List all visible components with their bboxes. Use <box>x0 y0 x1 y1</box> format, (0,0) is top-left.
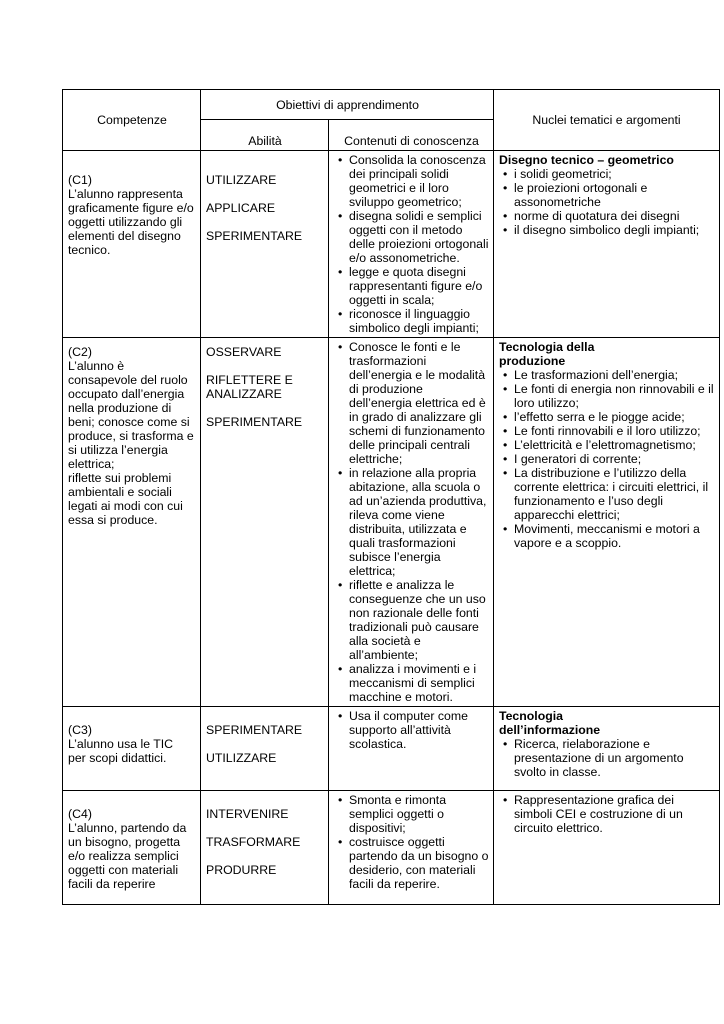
abilita-item: OSSERVARE <box>206 345 282 359</box>
competenza-line: oggetti con materiali <box>68 863 179 877</box>
competenza-cell <box>63 338 201 707</box>
list-item: • l’effetto serra e le piogge acide; <box>514 410 715 424</box>
abilita-item: INTERVENIRE <box>206 807 289 821</box>
competenza-line: L’alunno, partendo da <box>68 821 187 835</box>
abilita-item: APPLICARE <box>206 201 276 215</box>
competenza-line: tecnico. <box>68 243 111 257</box>
list-item: • Le fonti rinnovabili e il loro utilizzo; <box>514 424 715 438</box>
competenza-cell <box>63 707 201 791</box>
list-item: • riflette e analizza le conseguenze che un uso non razionale delle fonti tradizionali può causare alla società e all’ambiente; <box>349 578 489 662</box>
contenuti-cell <box>329 151 494 338</box>
contenuti-list <box>334 153 489 335</box>
competenza-line: elementi del disegno <box>68 229 181 243</box>
competenza-line: L’alunno è <box>68 359 125 373</box>
nucleo-title: Tecnologia della produzione <box>499 340 595 368</box>
list-item: • La distribuzione e l’utilizzo della corrente elettrica: i circuiti elettrici, il funzionamento e l’uso degli apparecchi elettrici; <box>514 466 715 522</box>
contenuti-cell <box>329 791 494 905</box>
list-item: • in relazione alla propria abitazione, alla scuola o ad un’azienda produttiva, rileva come viene distribuita, utilizzata e quali trasformazioni subisce l’energia elettrica; <box>349 466 489 578</box>
nucleo-list <box>499 368 715 550</box>
competenza-line: facili da reperire <box>68 877 156 891</box>
competenza-line: beni; conosce come si <box>68 415 190 429</box>
table-row <box>63 338 720 707</box>
abilita-item: UTILIZZARE <box>206 173 277 187</box>
abilita-cell <box>201 151 329 338</box>
nucleo-title: Tecnologia dell’informazione <box>499 709 601 737</box>
list-item: • Le fonti di energia non rinnovabili e il loro utilizzo; <box>514 382 715 410</box>
header-abilita <box>201 120 329 151</box>
competenza-line: un bisogno, progetta <box>68 835 181 849</box>
abilita-item: SPERIMENTARE <box>206 723 303 737</box>
nucleo-list <box>499 793 715 835</box>
header-competenze-label: Competenze <box>97 113 167 127</box>
abilita-item: RIFLETTERE E ANALIZZARE <box>206 373 293 401</box>
header-row <box>63 90 720 120</box>
competenza-line: L’alunno usa le TIC <box>68 737 174 751</box>
list-item: • costruisce oggetti partendo da un bisogno o desiderio, con materiali facili da reperire. <box>349 835 489 891</box>
list-item: • Consolida la conoscenza dei principali solidi geometrici e il loro sviluppo geometrico; <box>349 153 489 209</box>
list-item: • L’elettricità e l’elettromagnetismo; <box>514 438 715 452</box>
competenza-line: per scopi didattici. <box>68 751 167 765</box>
competenza-line: consapevole del ruolo <box>68 373 188 387</box>
competenza-line: elettrica; <box>68 457 115 471</box>
competenza-line: riflette sui problemi <box>68 471 172 485</box>
table-row <box>63 791 720 905</box>
list-item: • riconosce il linguaggio simbolico degli impianti; <box>349 307 489 335</box>
list-item: • I generatori di corrente; <box>514 452 715 466</box>
competenza-line: ambientali e sociali <box>68 485 172 499</box>
competenza-line: legati ai modi con cui <box>68 499 183 513</box>
competenza-line: produce, si trasforma e <box>68 429 194 443</box>
contenuti-cell <box>329 338 494 707</box>
competenza-cell <box>63 791 201 905</box>
competenza-line: graficamente figure e/o <box>68 201 194 215</box>
list-item: • Ricerca, rielaborazione e presentazione di un argomento svolto in classe. <box>514 737 715 779</box>
contenuti-list <box>334 340 489 704</box>
header-obiettivi-label: Obiettivi di apprendimento <box>276 97 419 112</box>
competenza-line: L’alunno rappresenta <box>68 187 183 201</box>
header-obiettivi <box>201 90 494 120</box>
curriculum-table <box>62 89 720 905</box>
list-item: • le proiezioni ortogonali e assonometriche <box>514 181 715 209</box>
list-item: • norme di quotatura dei disegni <box>514 209 715 223</box>
nucleo-cell <box>494 338 720 707</box>
list-item: • Movimenti, meccanismi e motori a vapore e a scoppio. <box>514 522 715 550</box>
header-abilita-label: Abilità <box>248 134 282 148</box>
nucleo-list <box>499 737 715 779</box>
table-row <box>63 707 720 791</box>
header-nuclei-label: Nuclei tematici e argomenti <box>532 113 681 127</box>
competenza-code: (C2) <box>68 345 92 359</box>
list-item: • disegna solidi e semplici oggetti con il metodo delle proiezioni ortogonali e/o assonometriche. <box>349 209 489 265</box>
competenza-line: essa si produce. <box>68 513 158 527</box>
header-nuclei <box>494 90 720 151</box>
list-item: • Le trasformazioni dell’energia; <box>514 368 715 382</box>
list-item: • Conosce le fonti e le trasformazioni dell’energia e le modalità di produzione dell’energia elettrica ed è in grado di analizzare gli schemi di funzionamento delle principali centrali elettriche; <box>349 340 489 466</box>
competenza-line: e/o realizza semplici <box>68 849 179 863</box>
header-competenze <box>63 90 201 151</box>
nucleo-cell <box>494 791 720 905</box>
competenza-line: occupato dall’energia <box>68 387 185 401</box>
list-item: • analizza i movimenti e i meccanismi di semplici macchine e motori. <box>349 662 489 704</box>
contenuti-list <box>334 793 489 891</box>
nucleo-cell <box>494 707 720 791</box>
table-row <box>63 151 720 338</box>
list-item: • legge e quota disegni rappresentanti figure e/o oggetti in scala; <box>349 265 489 307</box>
list-item: • Smonta e rimonta semplici oggetti o dispositivi; <box>349 793 489 835</box>
header-contenuti <box>329 120 494 151</box>
competenza-code: (C3) <box>68 723 92 737</box>
abilita-cell <box>201 338 329 707</box>
abilita-item: SPERIMENTARE <box>206 229 303 243</box>
list-item: • il disegno simbolico degli impianti; <box>514 223 715 237</box>
competenza-code: (C4) <box>68 807 92 821</box>
competenza-line: nella produzione di <box>68 401 172 415</box>
list-item: • i solidi geometrici; <box>514 167 715 181</box>
abilita-item: UTILIZZARE <box>206 751 277 765</box>
abilita-item: TRASFORMARE <box>206 835 301 849</box>
nucleo-title: Disegno tecnico – geometrico <box>499 153 674 167</box>
header-contenuti-label: Contenuti di conoscenza <box>344 134 479 148</box>
list-item: • Usa il computer come supporto all’attività scolastica. <box>349 709 489 751</box>
abilita-item: PRODURRE <box>206 863 277 877</box>
competenza-cell <box>63 151 201 338</box>
nucleo-cell <box>494 151 720 338</box>
abilita-cell <box>201 791 329 905</box>
competenza-line: oggetti utilizzando gli <box>68 215 183 229</box>
competenza-code: (C1) <box>68 173 92 187</box>
competenza-line: si utilizza l’energia <box>68 443 168 457</box>
list-item: • Rappresentazione grafica dei simboli CEI e costruzione di un circuito elettrico. <box>514 793 715 835</box>
contenuti-list <box>334 709 489 751</box>
contenuti-cell <box>329 707 494 791</box>
abilita-cell <box>201 707 329 791</box>
nucleo-list <box>499 167 715 237</box>
abilita-item: SPERIMENTARE <box>206 415 303 429</box>
